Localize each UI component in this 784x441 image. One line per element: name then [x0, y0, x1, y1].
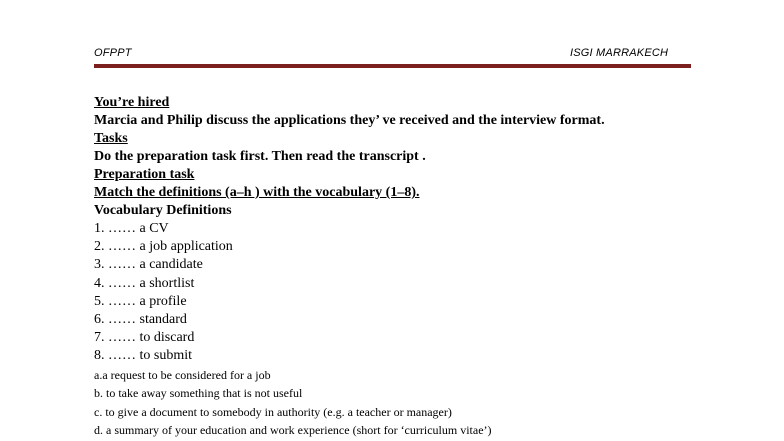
- definitions-list: [94, 366, 744, 440]
- header-right-text: ISGI MARRAKECH: [570, 47, 669, 59]
- vocabulary-item: 6. …… standard: [94, 311, 187, 327]
- vocabulary-item: 5. …… a profile: [94, 293, 187, 309]
- columns-heading: Vocabulary Definitions: [94, 203, 232, 218]
- vocabulary-item: 3. …… a candidate: [94, 257, 203, 273]
- intro-paragraph: Marcia and Philip discuss the applications they’ ve received and the interview format.: [94, 113, 605, 128]
- definition-item: c. to give a document to somebody in authority (e.g. a teacher or manager): [94, 404, 452, 419]
- tasks-heading: Tasks: [94, 131, 128, 146]
- vocabulary-item: 1. …… a CV: [94, 221, 169, 236]
- document-title: You’re hired: [94, 95, 170, 110]
- vocabulary-item: 7. …… to discard: [94, 330, 195, 346]
- vocabulary-item: 8. …… to submit: [94, 348, 193, 364]
- document-body: [94, 94, 744, 440]
- definition-item: a.a request to be considered for a job: [94, 367, 271, 382]
- header-left-text: OFPPT: [94, 47, 132, 59]
- tasks-text: Do the preparation task first. Then read the transcript .: [94, 149, 426, 164]
- definition-item: b. to take away something that is not useful: [94, 386, 303, 401]
- header-rule: [94, 64, 691, 68]
- preparation-heading: Preparation task: [94, 167, 195, 182]
- match-instruction: Match the definitions (a–h ) with the vocabulary (1–8).: [94, 185, 420, 200]
- vocabulary-item: 4. …… a shortlist: [94, 275, 195, 291]
- vocabulary-list: [94, 220, 744, 366]
- vocabulary-item: 2. …… a job application: [94, 239, 233, 255]
- definition-item: d. a summary of your education and work experience (short for ‘curriculum vitae’): [94, 423, 492, 438]
